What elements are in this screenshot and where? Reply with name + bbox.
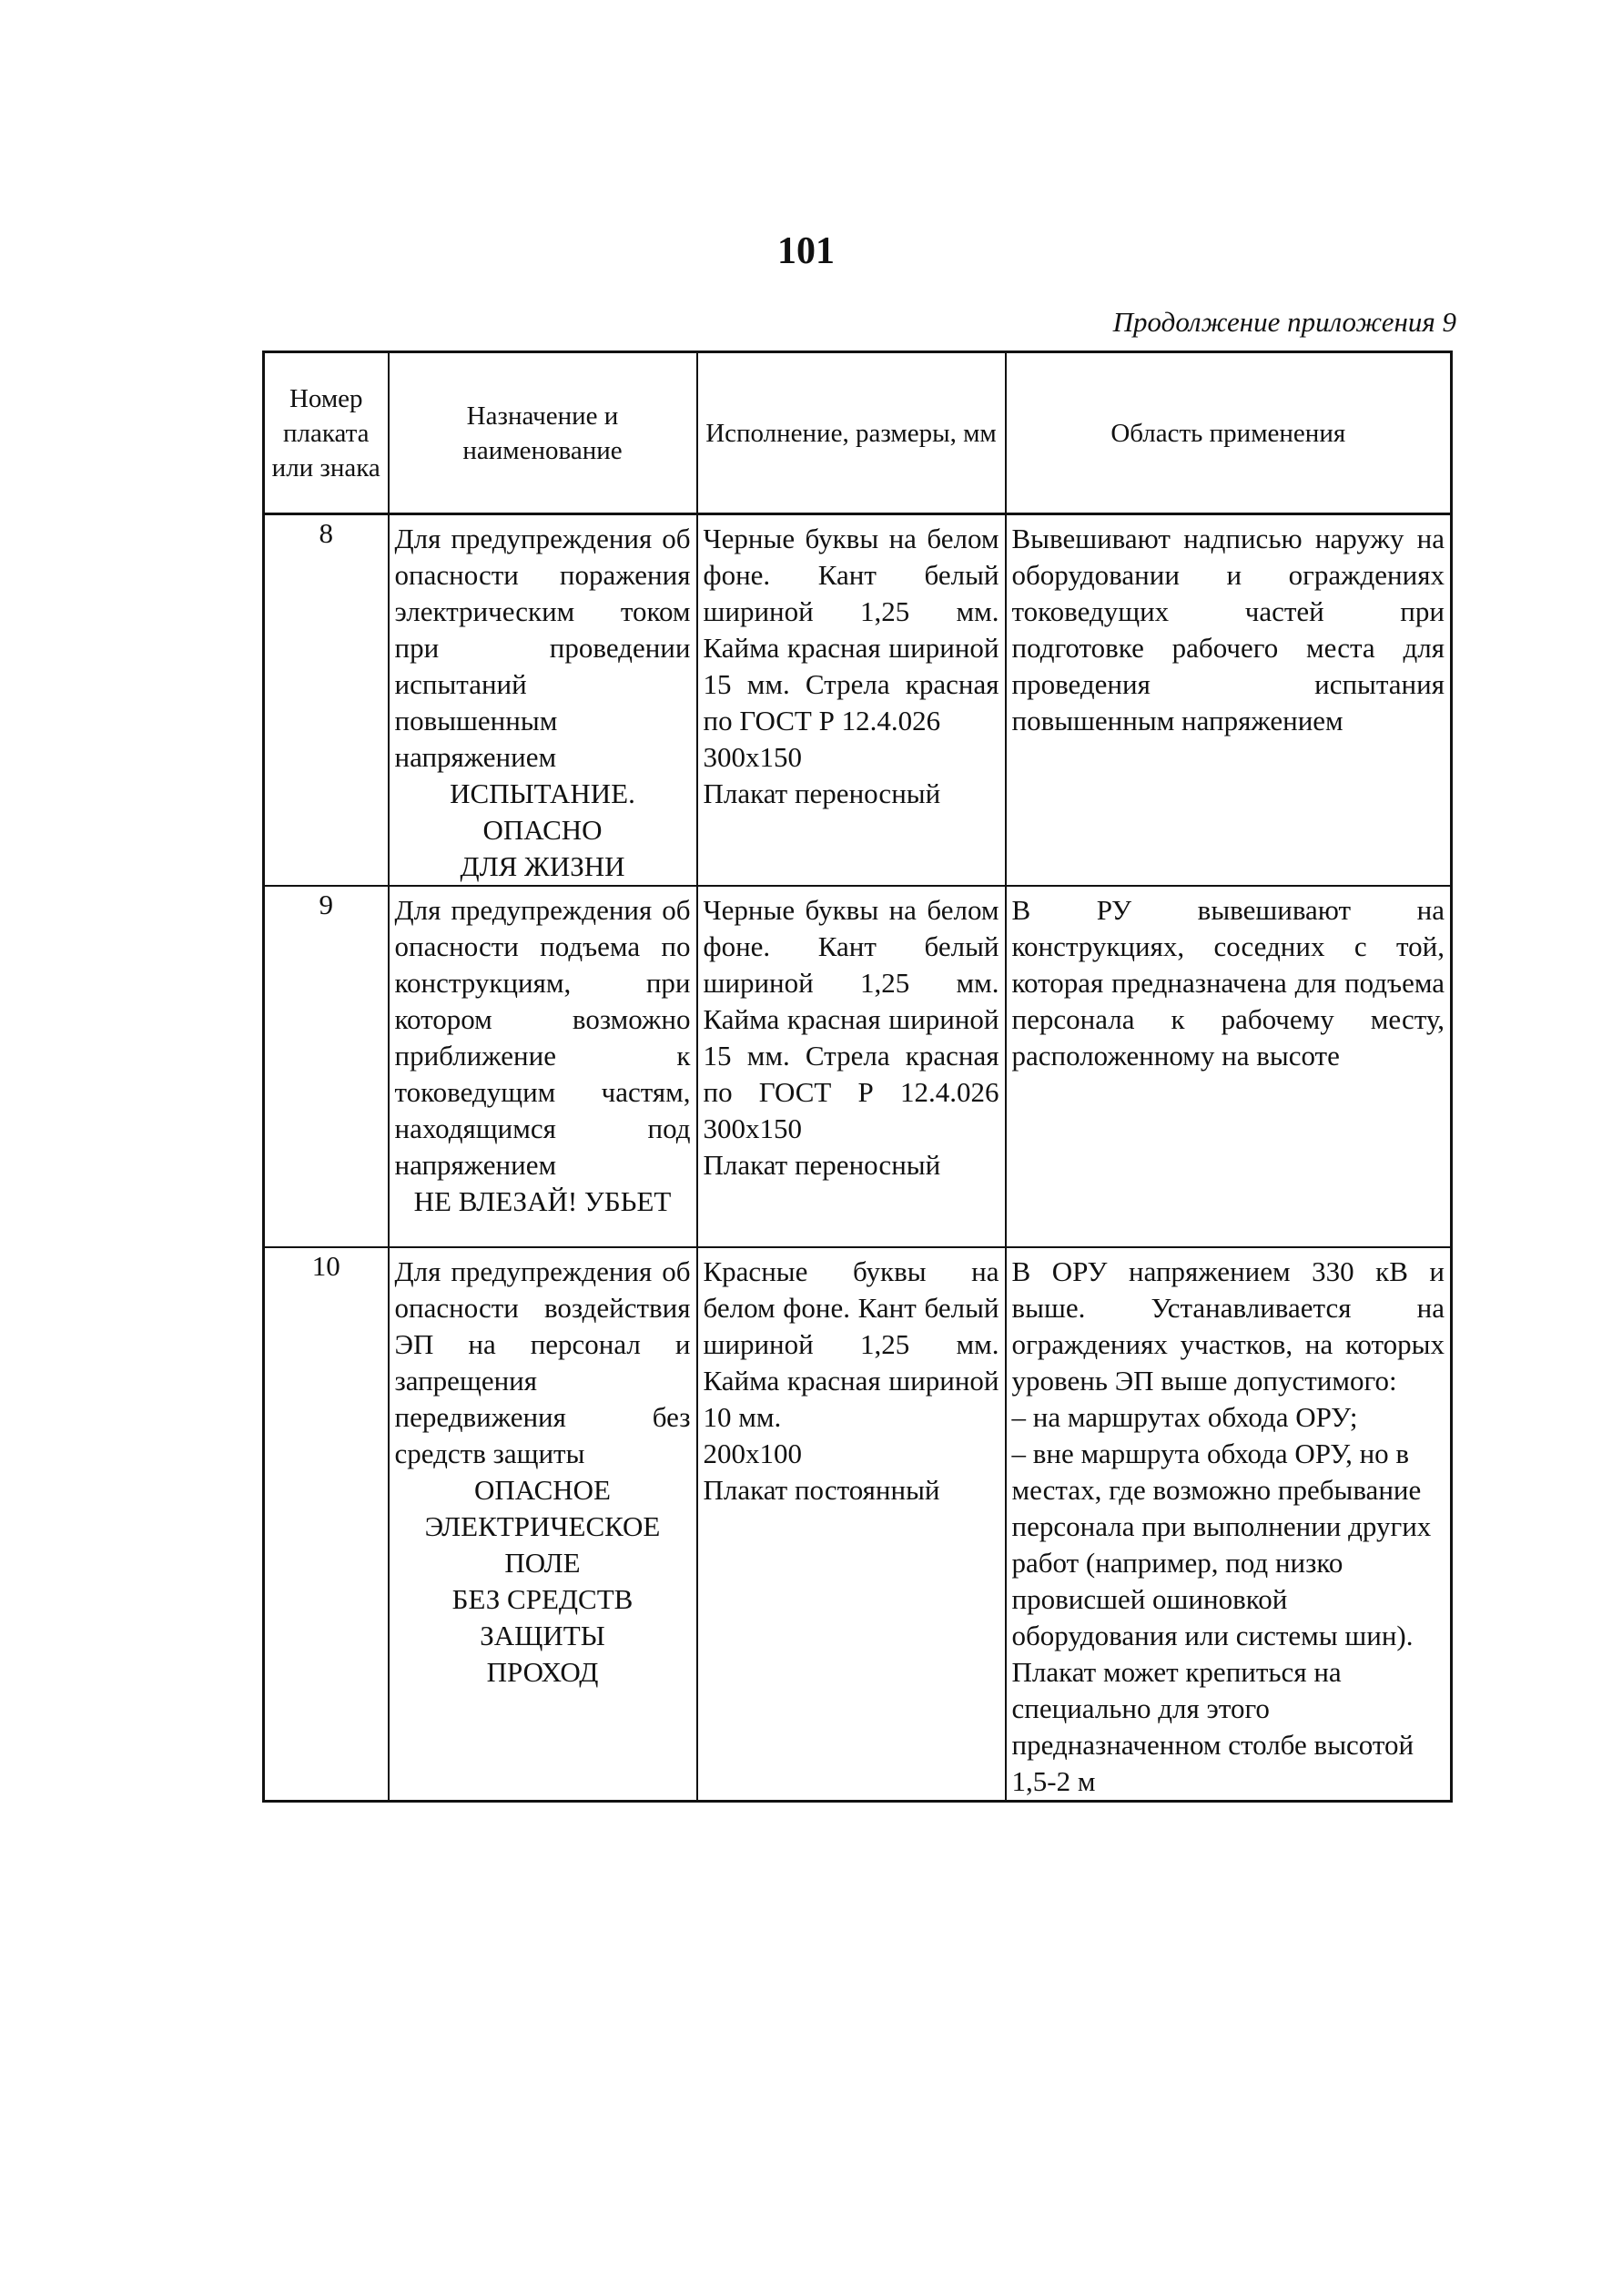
plate-caption-line: ЭЛЕКТРИЧЕСКОЕ: [424, 1510, 661, 1542]
row-number: 9: [264, 886, 389, 1247]
table-header-row: [264, 352, 1452, 514]
execution-type: Плакат постоянный: [703, 1474, 940, 1506]
table-row: [264, 1247, 1452, 1802]
plate-caption-line: ДЛЯ ЖИЗНИ: [460, 850, 625, 882]
execution-size: 200x100: [703, 1438, 802, 1469]
header-execution: Исполнение, размеры, мм: [697, 352, 1006, 514]
plate-caption-line: НЕ ВЛЕЗАЙ! УБЬЕТ: [413, 1185, 672, 1217]
row-execution: [697, 886, 1006, 1247]
execution-text: Красные буквы на белом фоне. Кант белый шириной 1,25 мм. Кайма красная шириной 10 мм.: [703, 1255, 999, 1433]
row-execution: [697, 514, 1006, 887]
plate-caption-line: БЕЗ СРЕДСТВ: [451, 1583, 634, 1615]
area-text: В ОРУ напряжением 330 кВ и выше. Устанавливается на ограждениях участков, на которых уровень ЭП выше допустимого:: [1011, 1255, 1445, 1397]
plate-caption-line: ИСПЫТАНИЕ.: [450, 777, 635, 809]
row-purpose: [389, 886, 697, 1247]
row-purpose: [389, 1247, 697, 1802]
header-area: Область применения: [1006, 352, 1452, 514]
plate-caption-line: ПРОХОД: [486, 1656, 599, 1688]
table-row: [264, 514, 1452, 887]
execution-size: 300x150: [703, 741, 802, 773]
area-text: В РУ вывешивают на конструкциях, соседних с той, которая предназначена для подъема персонала к рабочему месту, расположенному на высоте: [1011, 894, 1445, 1072]
continuation-caption: Продолжение приложения 9: [1112, 306, 1456, 338]
posters-table: [262, 350, 1453, 1803]
execution-type: Плакат переносный: [703, 1149, 941, 1181]
execution-type: Плакат переносный: [703, 777, 941, 809]
row-execution: [697, 1247, 1006, 1802]
area-bullet: – на маршрутах обхода ОРУ;: [1011, 1401, 1358, 1433]
plate-caption-line: ЗАЩИТЫ: [480, 1620, 605, 1651]
row-area: [1006, 886, 1452, 1247]
area-text: Вывешивают надписью наружу на оборудовании и ограждениях токоведущих частей при подготовке рабочего места для проведения испытания повышенным напряжением: [1011, 523, 1445, 737]
header-purpose: Назначение и наименование: [389, 352, 697, 514]
purpose-text: Для предупреждения об опасности воздействия ЭП на персонал и запрещения передвижения без средств защиты: [394, 1255, 691, 1469]
row-purpose: [389, 514, 697, 887]
row-number: 8: [264, 514, 389, 887]
table-row: [264, 886, 1452, 1247]
execution-text: Черные буквы на белом фоне. Кант белый шириной 1,25 мм. Кайма красная шириной 15 мм. Стрела красная по ГОСТ Р 12.4.026: [703, 523, 999, 737]
page-number: 101: [777, 230, 835, 272]
plate-caption-line: ПОЛЕ: [504, 1547, 581, 1579]
plate-caption-line: ОПАСНОЕ: [473, 1474, 611, 1506]
row-area: [1006, 514, 1452, 887]
header-number: Номер плаката или знака: [264, 352, 389, 514]
plate-caption-line: ОПАСНО: [482, 814, 603, 846]
execution-text: Черные буквы на белом фоне. Кант белый шириной 1,25 мм. Кайма красная шириной 15 мм. Стрела красная по ГОСТ Р 12.4.026 300x150: [703, 894, 999, 1144]
purpose-text: Для предупреждения об опасности поражения электрическим током при проведении испытаний повышенным напряжением: [394, 523, 691, 773]
area-bullet: – вне маршрута обхода ОРУ, но в местах, где возможно пребывание персонала при выполнении других работ (например, под низко провисшей ошиновкой оборудования или системы шин). Плакат может крепиться на специально для этого предназначенном столбе высотой 1,5-2 м: [1011, 1438, 1432, 1797]
row-number: 10: [264, 1247, 389, 1802]
row-area: [1006, 1247, 1452, 1802]
purpose-text: Для предупреждения об опасности подъема по конструкциям, при котором возможно приближение к токоведущим частям, находящимся под напряжением: [394, 894, 691, 1181]
